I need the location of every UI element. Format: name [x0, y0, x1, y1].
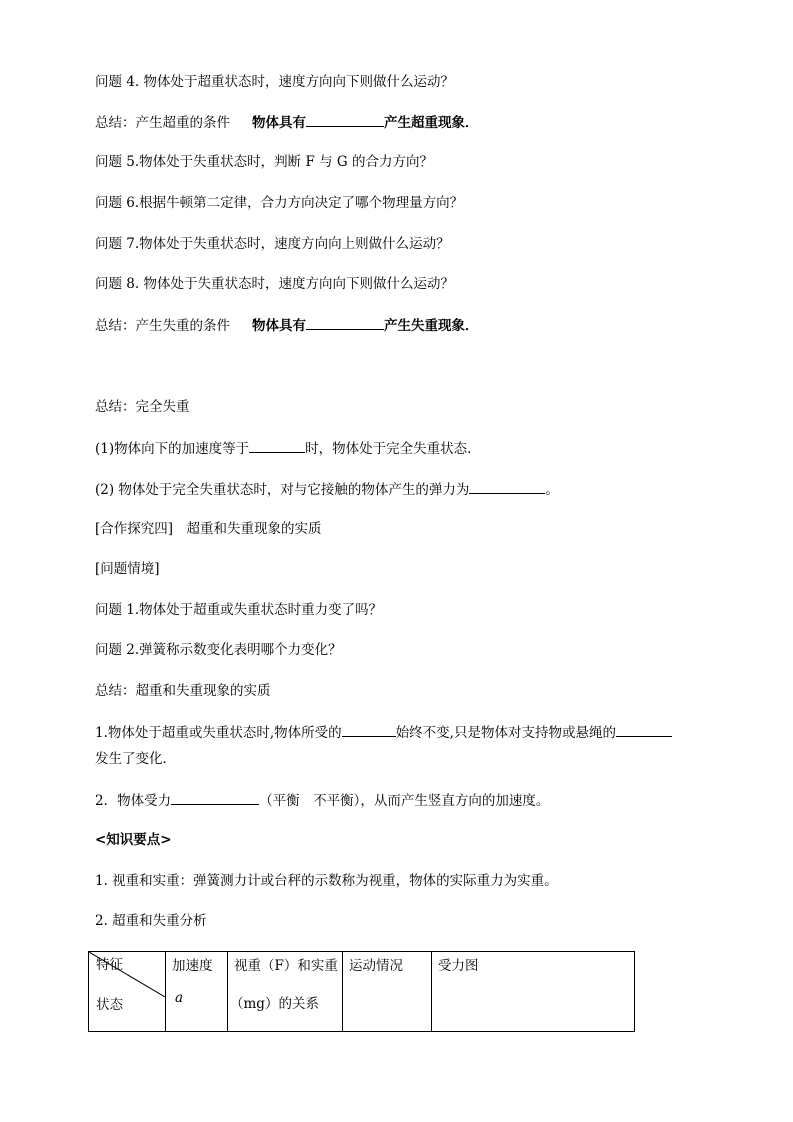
header-apparent-real-weight [228, 952, 343, 1032]
header-acceleration [166, 952, 228, 1032]
summary-text: 物体具有 [252, 115, 306, 131]
header-label: （mg）的关系 [230, 996, 319, 1012]
header-label: 加速度 [172, 958, 213, 974]
summary-text: 产生失重现象． [384, 318, 479, 334]
summary-text: 物体具有 [252, 318, 306, 334]
complete-weightless-title: 总结：完全失重 [95, 399, 190, 415]
knowledge-point-2: 2. 超重和失重分析 [95, 913, 207, 929]
problem-situation: [问题情境] [95, 561, 160, 577]
summary-label: 总结：产生失重的条件 [95, 318, 230, 334]
fill-blank[interactable] [249, 438, 305, 453]
item-text: (1)物体向下的加速度等于 [95, 441, 250, 457]
fill-blank[interactable] [469, 479, 545, 494]
header-feature: 特征 [96, 957, 123, 973]
header-state: 状态 [96, 997, 123, 1013]
fill-blank[interactable] [306, 315, 384, 330]
essence-item-1-cont: 发生了变化． [95, 751, 176, 767]
summary-label: 总结：产生超重的条件 [95, 115, 230, 131]
question-8: 问题 8. 物体处于失重状态时，速度方向向下则做什么运动？ [95, 276, 454, 292]
summary-overweight-condition [95, 112, 479, 133]
question-6: 问题 6.根据牛顿第二定律，合力方向决定了哪个物理量方向？ [95, 195, 464, 211]
diagonal-header-cell [89, 952, 166, 1032]
question-4: 问题 4. 物体处于超重状态时，速度方向向下则做什么运动？ [95, 74, 454, 90]
header-label: 运动情况 [349, 958, 403, 974]
overweight-analysis-table [88, 951, 635, 1032]
header-label: 视重（F）和实重 [234, 958, 338, 974]
knowledge-point-1: 1. 视重和实重：弹簧测力计或台秤的示数称为视重，物体的实际重力为实重。 [95, 873, 558, 889]
fill-blank[interactable] [306, 112, 384, 127]
item-text: 2．物体受力 [95, 793, 172, 809]
item-text: （平衡 不平衡），从而产生竖直方向的加速度。 [259, 793, 550, 809]
problem-2: 问题 2.弹簧称示数变化表明哪个力变化？ [95, 642, 342, 658]
item-text: 1.物体处于超重或失重状态时,物体所受的 [95, 725, 342, 741]
fill-blank[interactable] [342, 722, 396, 737]
fill-blank[interactable] [616, 722, 672, 737]
table-header-row [89, 952, 635, 1032]
essence-item-1 [95, 722, 672, 743]
question-5: 问题 5.物体处于失重状态时，判断 F 与 G 的合力方向？ [95, 154, 433, 170]
essence-item-2 [95, 790, 549, 811]
problem-1: 问题 1.物体处于超重或失重状态时重力变了吗？ [95, 602, 383, 618]
item-text: 始终不变,只是物体对支持物或悬绳的 [395, 725, 616, 741]
complete-weightless-item-1 [95, 438, 481, 459]
header-motion [343, 952, 432, 1032]
item-text: 。 [545, 482, 559, 498]
header-symbol: a [175, 990, 184, 1006]
cooperative-inquiry-4: [合作探究四] 超重和失重现象的实质 [95, 521, 322, 537]
fill-blank[interactable] [171, 790, 259, 805]
question-7: 问题 7.物体处于失重状态时，速度方向向上则做什么运动？ [95, 236, 450, 252]
header-label: 受力图 [438, 958, 479, 974]
summary-underweight-condition [95, 315, 479, 336]
complete-weightless-item-2 [95, 479, 559, 500]
essence-title: 总结：超重和失重现象的实质 [95, 683, 271, 699]
knowledge-points-title: <知识要点> [95, 832, 172, 848]
header-force-diagram [432, 952, 635, 1032]
item-text: 时，物体处于完全失重状态． [305, 441, 481, 457]
item-text: (2) 物体处于完全失重状态时，对与它接触的物体产生的弹力为 [95, 482, 470, 498]
summary-text: 产生超重现象． [384, 115, 479, 131]
